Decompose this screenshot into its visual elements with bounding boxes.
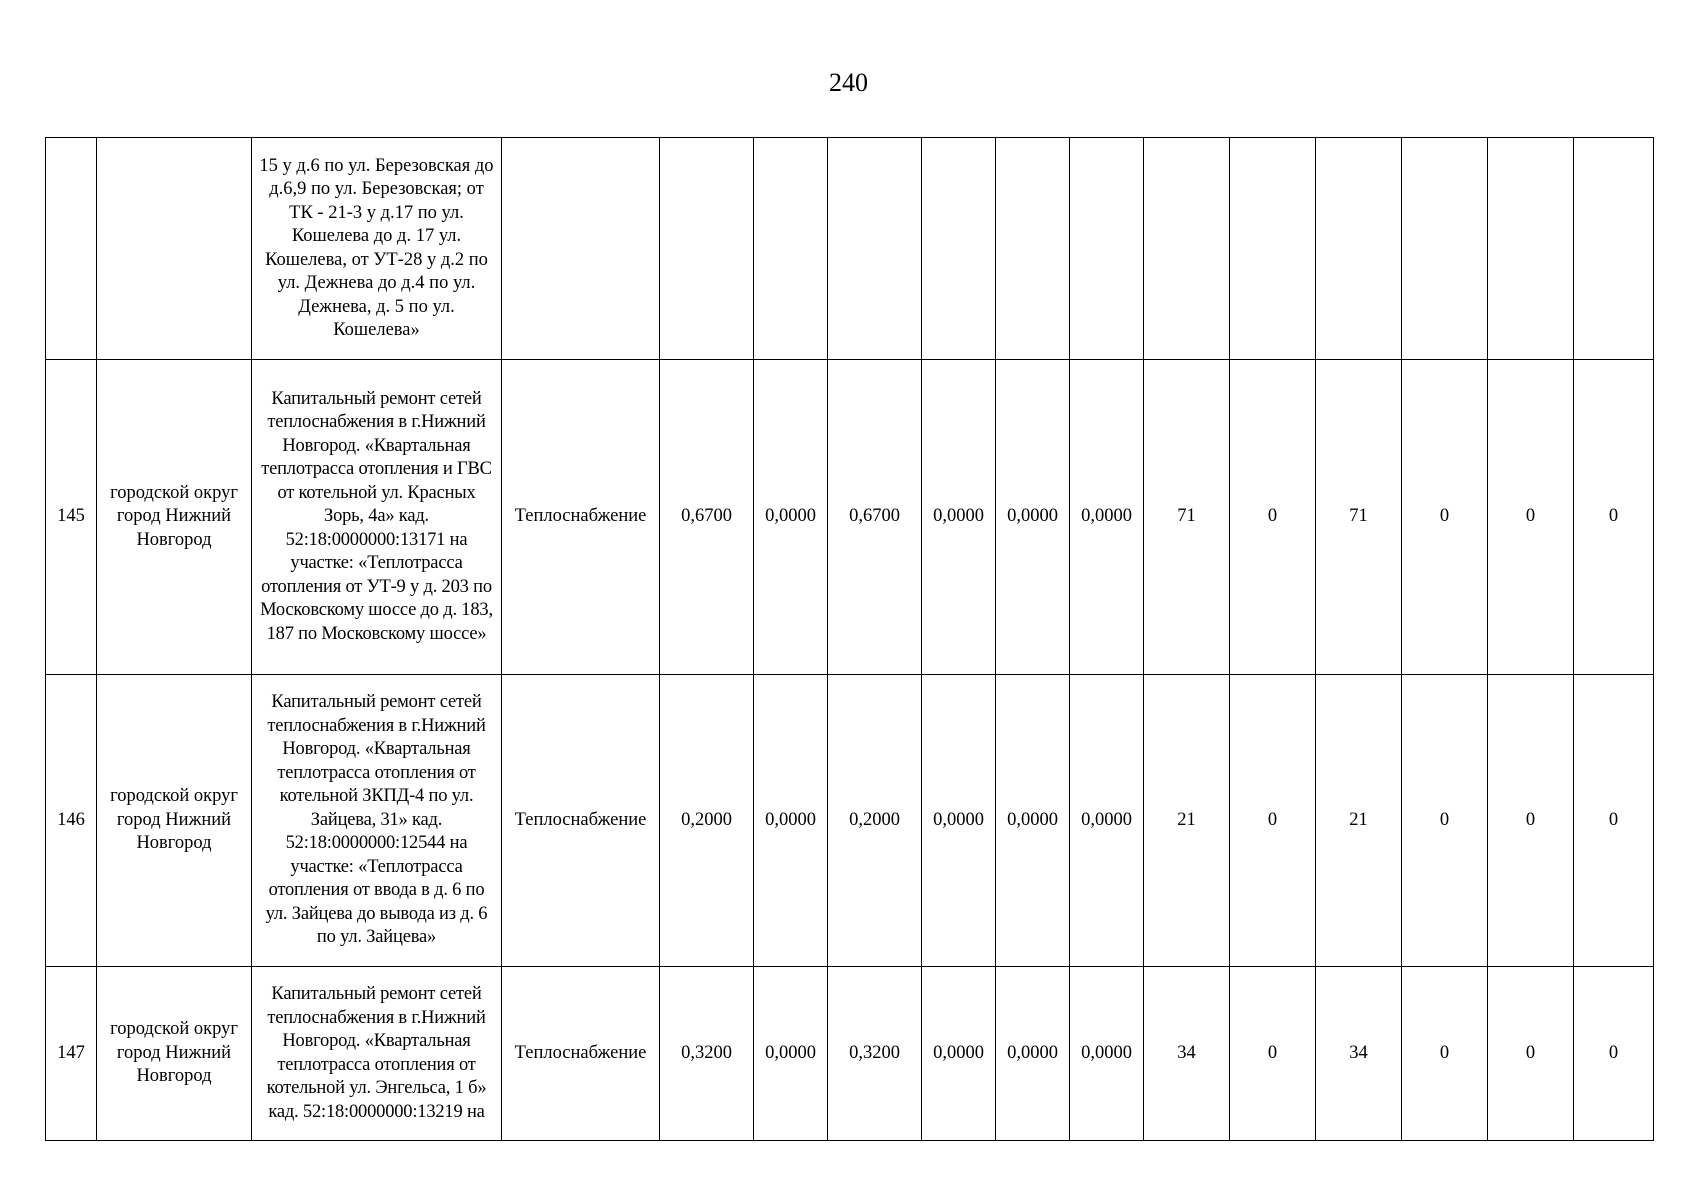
value-cell: 0,0000	[1070, 967, 1144, 1141]
description-cell: Капитальный ремонт сетей теплоснабжения в г.Нижний Новгород. «Квартальная теплотрасса отопления и ГВС от котельной ул. Красных Зорь, 4а» кад. 52:18:0000000:13171 на участке: «Теплотрасса отопления от УТ-9 у д. 203 по Московскому шоссе до д. 183, 187 по Московскому шоссе»	[252, 360, 502, 675]
page-number: 240	[829, 68, 868, 97]
value-cell: 0	[1574, 675, 1654, 967]
value-cell: 0,0000	[922, 675, 996, 967]
value-cell: 0	[1230, 675, 1316, 967]
description-cell: Капитальный ремонт сетей теплоснабжения в г.Нижний Новгород. «Квартальная теплотрасса отопления от котельной ЗКПД-4 по ул. Зайцева, 31» кад. 52:18:0000000:12544 на участке: «Теплотрасса отопления от ввода в д. 6 по ул. Зайцева до вывода из д. 6 по ул. Зайцева»	[252, 675, 502, 967]
value-cell: 34	[1144, 967, 1230, 1141]
value-cell: 71	[1316, 360, 1402, 675]
value-cell: 0	[1488, 967, 1574, 1141]
value-cell: 21	[1144, 675, 1230, 967]
value-cell	[922, 138, 996, 360]
value-cell: 21	[1316, 675, 1402, 967]
table-row	[46, 360, 1654, 675]
value-cell: 71	[1144, 360, 1230, 675]
table-row	[46, 138, 1654, 360]
value-cell: 0,3200	[828, 967, 922, 1141]
value-cell: 0	[1574, 967, 1654, 1141]
data-table	[45, 137, 1654, 1141]
value-cell: 0	[1402, 967, 1488, 1141]
table-row	[46, 675, 1654, 967]
value-cell	[1574, 138, 1654, 360]
value-cell: 0,0000	[996, 360, 1070, 675]
value-cell: 0	[1488, 675, 1574, 967]
value-cell: 0,2000	[660, 675, 754, 967]
description-cell: Капитальный ремонт сетей теплоснабжения в г.Нижний Новгород. «Квартальная теплотрасса отопления от котельной ул. Энгельса, 1 б» кад. 52:18:0000000:13219 на	[252, 967, 502, 1141]
row-number	[46, 138, 97, 360]
type-cell: Теплоснабжение	[502, 967, 660, 1141]
value-cell: 0,0000	[922, 967, 996, 1141]
row-number: 147	[46, 967, 97, 1141]
value-cell	[1144, 138, 1230, 360]
value-cell	[1070, 138, 1144, 360]
value-cell: 0,0000	[754, 675, 828, 967]
value-cell: 34	[1316, 967, 1402, 1141]
value-cell	[1316, 138, 1402, 360]
value-cell: 0	[1230, 360, 1316, 675]
value-cell: 0,0000	[754, 360, 828, 675]
value-cell: 0	[1574, 360, 1654, 675]
value-cell: 0,2000	[828, 675, 922, 967]
value-cell: 0,0000	[1070, 675, 1144, 967]
value-cell	[754, 138, 828, 360]
value-cell: 0,0000	[922, 360, 996, 675]
value-cell	[1402, 138, 1488, 360]
value-cell: 0	[1402, 360, 1488, 675]
value-cell	[828, 138, 922, 360]
value-cell: 0	[1402, 675, 1488, 967]
value-cell: 0	[1488, 360, 1574, 675]
value-cell	[1230, 138, 1316, 360]
type-cell	[502, 138, 660, 360]
description-cell: 15 у д.6 по ул. Березовская до д.6,9 по ул. Березовская; от ТК - 21-3 у д.17 по ул. Кошелева до д. 17 ул. Кошелева, от УТ-28 у д.2 по ул. Дежнева до д.4 по ул. Дежнева, д. 5 по ул. Кошелева»	[252, 138, 502, 360]
value-cell: 0,3200	[660, 967, 754, 1141]
value-cell: 0,0000	[996, 675, 1070, 967]
value-cell: 0,6700	[660, 360, 754, 675]
value-cell: 0,0000	[1070, 360, 1144, 675]
value-cell: 0,0000	[754, 967, 828, 1141]
row-number: 145	[46, 360, 97, 675]
value-cell	[1488, 138, 1574, 360]
region-cell: городской округ город Нижний Новгород	[97, 360, 252, 675]
value-cell	[996, 138, 1070, 360]
value-cell: 0,0000	[996, 967, 1070, 1141]
value-cell: 0,6700	[828, 360, 922, 675]
row-number: 146	[46, 675, 97, 967]
type-cell: Теплоснабжение	[502, 360, 660, 675]
type-cell: Теплоснабжение	[502, 675, 660, 967]
region-cell: городской округ город Нижний Новгород	[97, 967, 252, 1141]
table-row	[46, 967, 1654, 1141]
region-cell	[97, 138, 252, 360]
value-cell	[660, 138, 754, 360]
value-cell: 0	[1230, 967, 1316, 1141]
region-cell: городской округ город Нижний Новгород	[97, 675, 252, 967]
